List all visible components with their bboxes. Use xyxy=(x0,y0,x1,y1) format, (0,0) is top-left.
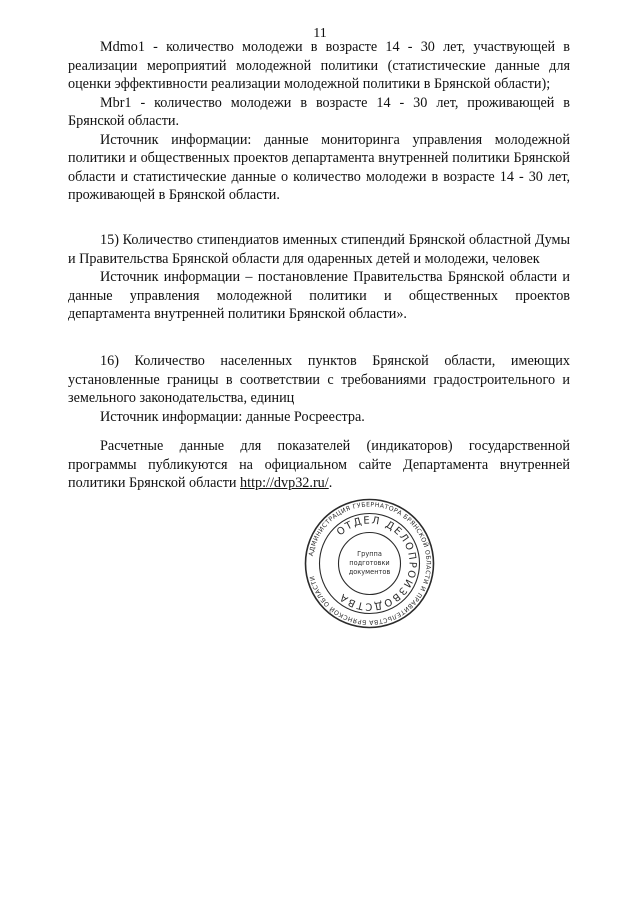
closing-text: Расчетные данные для показателей (индикаторов) государственной программы публикуются на официальном сайте Департамента внутренней политики Брянской области xyxy=(68,438,570,491)
closing-after-link: . xyxy=(328,475,333,491)
mbr-definition xyxy=(68,94,570,131)
youth-variables-block xyxy=(68,38,570,205)
seal-graphic xyxy=(302,496,437,631)
website-link[interactable]: http://dvp32.ru/ xyxy=(240,475,329,491)
svg-text:подготовки: подготовки xyxy=(349,559,390,567)
item-15-title: 15) Количество стипендиатов именных стипендий Брянской областной Думы и Правительства Брянской области для одаренных детей и молодежи, человек xyxy=(68,232,570,267)
youth-source: Источник информации: данные мониторинга управления молодежной политики и общественных проектов департамента внутренней политики Брянской области и статистические данные о количество молодежи в возрасте 14 - 30 лет, проживающей в Брянской области. xyxy=(68,131,570,203)
closing-paragraph xyxy=(68,437,570,493)
svg-text:АДМИНИСТРАЦИЯ ГУБЕРНАТОРА БРЯН: АДМИНИСТРАЦИЯ ГУБЕРНАТОРА БРЯНСКОЙ ОБЛАСТИ И ПРАВИТЕЛЬСТВА БРЯНСКОЙ ОБЛАСТИ xyxy=(307,501,432,626)
mbr-rest: Брянской области. xyxy=(68,113,180,129)
item-16-title: 16) Количество населенных пунктов Брянской области, имеющих установленные границы в соответствии с требованиями градостроительного и земельного законодательства, единиц xyxy=(68,353,570,406)
official-seal xyxy=(302,496,437,631)
mbr-line-1: Mbr1 - количество молодежи в возрасте 14 - 30 лет, проживающей в xyxy=(100,94,570,111)
svg-text:ОТДЕЛ ДЕЛОПРОИЗВОДСТВА: ОТДЕЛ ДЕЛОПРОИЗВОДСТВА xyxy=(335,515,418,612)
mdmo-definition xyxy=(68,38,570,94)
page-number: 11 xyxy=(313,26,327,41)
mdmo-line-1: Mdmo1 - количество молодежи в возрасте 14 - 30 лет, участвующей в xyxy=(100,39,570,55)
item-16-source: Источник информации: данные Росреестра. xyxy=(100,408,365,425)
closing-block xyxy=(68,437,570,493)
item-15-block xyxy=(68,231,570,324)
svg-text:Группа: Группа xyxy=(357,550,382,558)
svg-text:документов: документов xyxy=(348,568,391,576)
item-16-block xyxy=(68,352,570,426)
mdmo-rest: реализации мероприятий молодежной политики (статистические данные для оценки эффективности реализации молодежной политики в Брянской области); xyxy=(68,57,570,92)
item-15-source: Источник информации – постановление Правительства Брянской области и данные управления молодежной политики и общественных проектов департамента внутренней политики Брянской области». xyxy=(68,269,570,322)
